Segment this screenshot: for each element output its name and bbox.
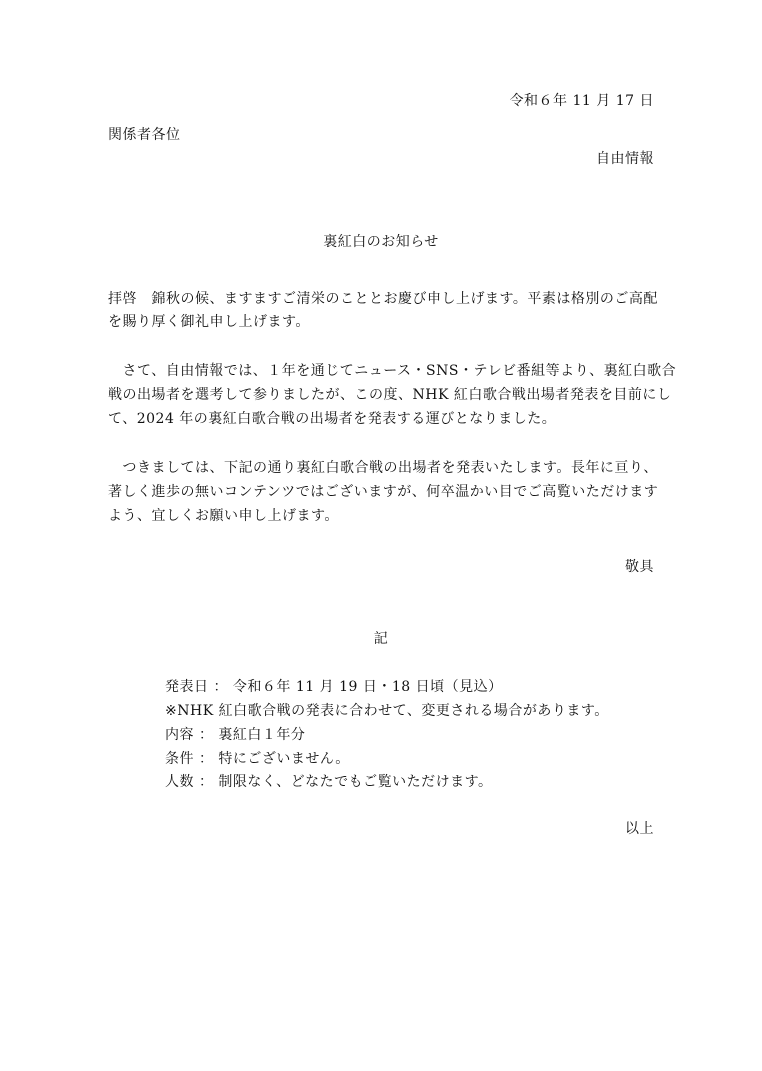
paragraph-line: つきましては、下記の通り裏紅白歌合戦の出場者を発表いたします。長年に亘り、 (108, 460, 658, 476)
end-remark: 以上 (625, 821, 654, 837)
closing-remark: 敬具 (625, 559, 654, 575)
sender: 自由情報 (596, 151, 654, 167)
addressee: 関係者各位 (108, 127, 181, 143)
notice-item: 条件 ： 特にございません。 (165, 751, 350, 767)
paragraph-line: さて、自由情報では、１年を通じてニュース・SNS・テレビ番組等より、裏紅白歌合 (108, 363, 677, 379)
paragraph-line: 拝啓 錦秋の候、ますますご清栄のこととお慶び申し上げます。平素は格別のご高配 (108, 291, 658, 307)
notice-item: 発表日 ： 令和６年 11 月 19 日・18 日頃（見込） (165, 679, 503, 695)
paragraph-line: よう、宜しくお願い申し上げます。 (108, 508, 339, 524)
paragraph-line: 戦の出場者を選考して参りましたが、この度、NHK 紅白歌合戦出場者発表を目前にし (108, 387, 672, 403)
notice-item: 人数 ： 制限なく、どなたでもご覧いただけます。 (165, 774, 493, 790)
paragraph-line: て、2024 年の裏紅白歌合戦の出場者を発表する運びとなりました。 (108, 411, 557, 427)
notice-heading: 記 (373, 631, 389, 647)
paragraph-line: を賜り厚く御礼申し上げます。 (108, 314, 310, 330)
paragraph-line: 著しく進歩の無いコンテンツではございますが、何卒温かい目でご高覧いただけます (108, 484, 659, 500)
document-title: 裏紅白のお知らせ (323, 234, 439, 250)
document-date: 令和６年 11 月 17 日 (509, 93, 654, 109)
notice-item: ※NHK 紅白歌合戦の発表に合わせて、変更される場合があります。 (165, 703, 609, 719)
notice-item: 内容 ： 裏紅白１年分 (165, 727, 306, 743)
